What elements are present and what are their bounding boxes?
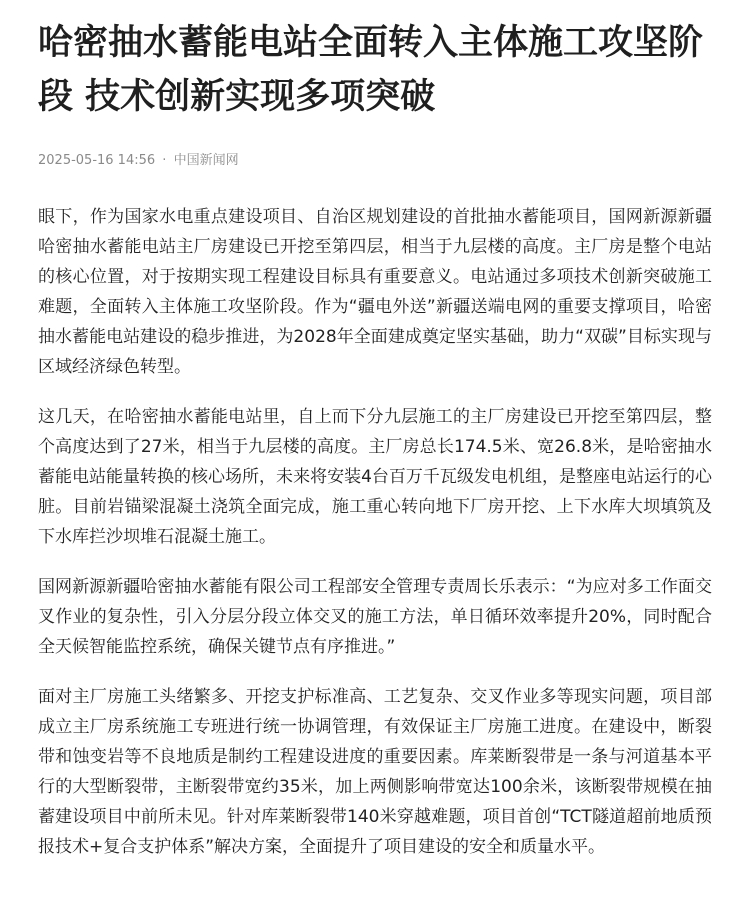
article-meta [38, 152, 712, 170]
paragraph-4: 面对主厂房施工头绪繁多、开挖支护标准高、工艺复杂、交叉作业多等现实问题，项目部成立主厂房系统施工专班进行统一协调管理，有效保证主厂房施工进度。在建设中，断裂带和蚀变岩等不良地质是制约工程建设进度的重要因素。库莱断裂带是一条与河道基本平行的大型断裂带，主断裂带宽约35米，加上两侧影响带宽达100余米，该断裂带规模在抽蓄建设项目中前所未见。针对库莱断裂带140米穿越难题，项目首创“TCT隧道超前地质预报技术+复合支护体系”解决方案，全面提升了项目建设的安全和质量水平。 [38, 687, 712, 857]
source-name: 中国新闻网 [173, 153, 239, 168]
meta-separator: · [162, 153, 167, 168]
paragraph-3: 国网新源新疆哈密抽水蓄能有限公司工程部安全管理专责周长乐表示：“为应对多工作面交叉作业的复杂性，引入分层分段立体交叉的施工方法，单日循环效率提升20%，同时配合全天候智能监控系统，确保关键节点有序推进。” [38, 577, 712, 657]
publish-datetime: 2025-05-16 14:56 [38, 153, 156, 168]
paragraph-2: 这几天，在哈密抽水蓄能电站里，自上而下分九层施工的主厂房建设已开挖至第四层，整个高度达到了27米，相当于九层楼的高度。主厂房总长174.5米、宽26.8米，是哈密抽水蓄能电站能量转换的核心场所，未来将安装4台百万千瓦级发电机组，是整座电站运行的心脏。目前岩锚梁混凝土浇筑全面完成，施工重心转向地下厂房开挖、上下水库大坝填筑及下水库拦沙坝堆石混凝土施工。 [38, 407, 712, 547]
article-title: 哈密抽水蓄能电站全面转入主体施工攻坚阶段 技术创新实现多项突破 [38, 23, 704, 117]
paragraph-1: 眼下，作为国家水电重点建设项目、自治区规划建设的首批抽水蓄能项目，国网新源新疆哈密抽水蓄能电站主厂房建设已开挖至第四层，相当于九层楼的高度。主厂房是整个电站的核心位置，对于按期实现工程建设目标具有重要意义。电站通过多项技术创新突破施工难题，全面转入主体施工攻坚阶段。作为“疆电外送”新疆送端电网的重要支撑项目，哈密抽水蓄能电站建设的稳步推进，为2028年全面建成奠定坚实基础，助力“双碳”目标实现与区域经济绿色转型。 [38, 207, 712, 377]
article-body [38, 202, 712, 862]
